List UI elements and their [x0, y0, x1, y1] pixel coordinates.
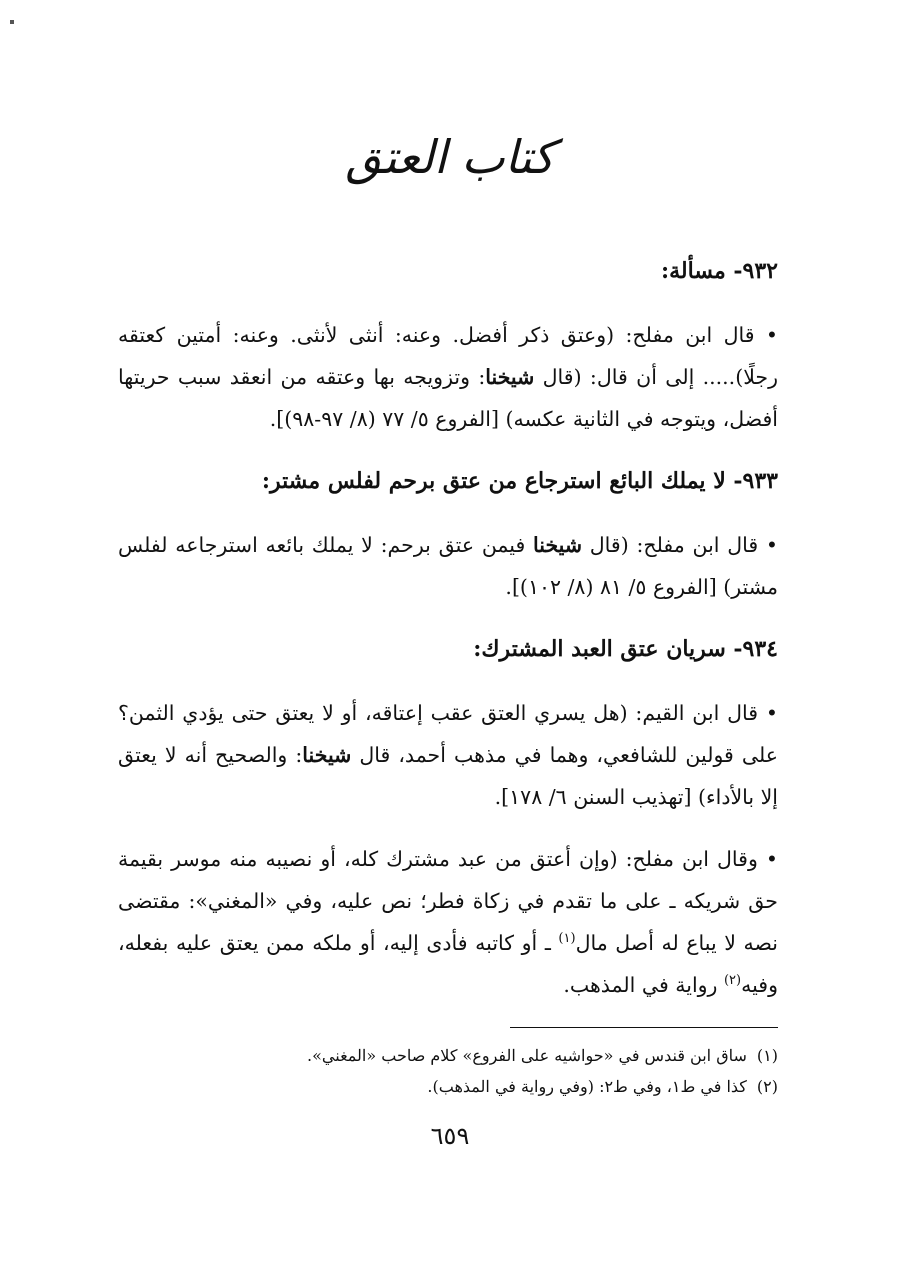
- text-run: رواية في المذهب.: [563, 973, 724, 997]
- sheikh-term: شيخنا: [533, 533, 583, 557]
- text-run: • قال ابن مفلح: (وعتق ذكر أفضل. وعنه: أنثى لأنثى. وعنه: أمتين كعتقه رجلًا)..... إلى أن قال: (قال: [118, 323, 778, 389]
- text-run: • وقال ابن مفلح: (وإن أعتق من عبد مشترك كله، أو نصيبه منه موسر بقيمة حق شريكه ـ على ما تقدم في زكاة فطر؛ نص عليه، وفي «المغني»: مقتضى نصه لا يباع له أصل مال: [118, 847, 779, 955]
- footnotes: [118, 1040, 778, 1102]
- book-title: كتاب العتق: [345, 130, 555, 184]
- text-run: فيمن عتق برحم: لا يملك بائعه استرجاعه لفلس مشتر) [الفروع ٥/ ٨١ (٨/ ١٠٢)].: [118, 533, 778, 599]
- footnote-text: ساق ابن قندس في «حواشيه على الفروع» كلام صاحب «المغني».: [307, 1046, 747, 1065]
- footnote-divider: [510, 1027, 778, 1028]
- footnote-number: (١): [756, 1046, 778, 1065]
- sheikh-term: شيخنا: [485, 365, 535, 389]
- text-run: • قال ابن مفلح: (قال: [582, 533, 778, 557]
- section-934: [118, 628, 778, 1006]
- footnote-ref[interactable]: (٢): [723, 973, 742, 989]
- scan-mark: [10, 20, 14, 24]
- sheikh-term: شيخنا: [302, 743, 352, 767]
- text-run: : وتزويجه بها وعتقه من انعقد سبب حريتها أفضل، ويتوجه في الثانية عكسه) [الفروع ٥/ ٧٧ (٨/ ٩٧-٩٨)].: [118, 365, 778, 431]
- issue-heading: ٩٣٤- سريان عتق العبد المشترك:: [473, 636, 778, 662]
- issue-heading: ٩٣٣- لا يملك البائع استرجاع من عتق برحم لفلس مشتر:: [261, 468, 778, 494]
- footnote: [118, 1071, 778, 1102]
- main-text: [118, 250, 778, 1026]
- footnote-text: كذا في ط١، وفي ط٢: (وفي رواية في المذهب).: [427, 1077, 747, 1096]
- text-run: ـ أو كاتبه فأدى إليه، أو ملكه ممن يعتق عليه بفعله، وفيه: [118, 931, 778, 997]
- footnote-ref[interactable]: (١): [558, 931, 576, 947]
- section-933: [118, 460, 778, 608]
- paragraph: [118, 524, 778, 608]
- section-932: [118, 250, 778, 440]
- footnote-number: (٢): [756, 1077, 778, 1096]
- paragraph: [118, 692, 778, 818]
- paragraph: [118, 838, 778, 1006]
- page-number: ٦٥٩: [430, 1122, 470, 1150]
- text-run: : والصحيح أنه لا يعتق إلا بالأداء) [تهذيب السنن ٦/ ١٧٨].: [118, 743, 778, 809]
- footnote: [118, 1040, 778, 1071]
- issue-heading: ٩٣٢- مسألة:: [661, 258, 778, 284]
- paragraph: [118, 314, 778, 440]
- text-run: • قال ابن القيم: (هل يسري العتق عقب إعتاقه، أو لا يعتق حتى يؤدي الثمن؟ على قولين للشافعي، وهما في مذهب أحمد، قال: [118, 701, 778, 767]
